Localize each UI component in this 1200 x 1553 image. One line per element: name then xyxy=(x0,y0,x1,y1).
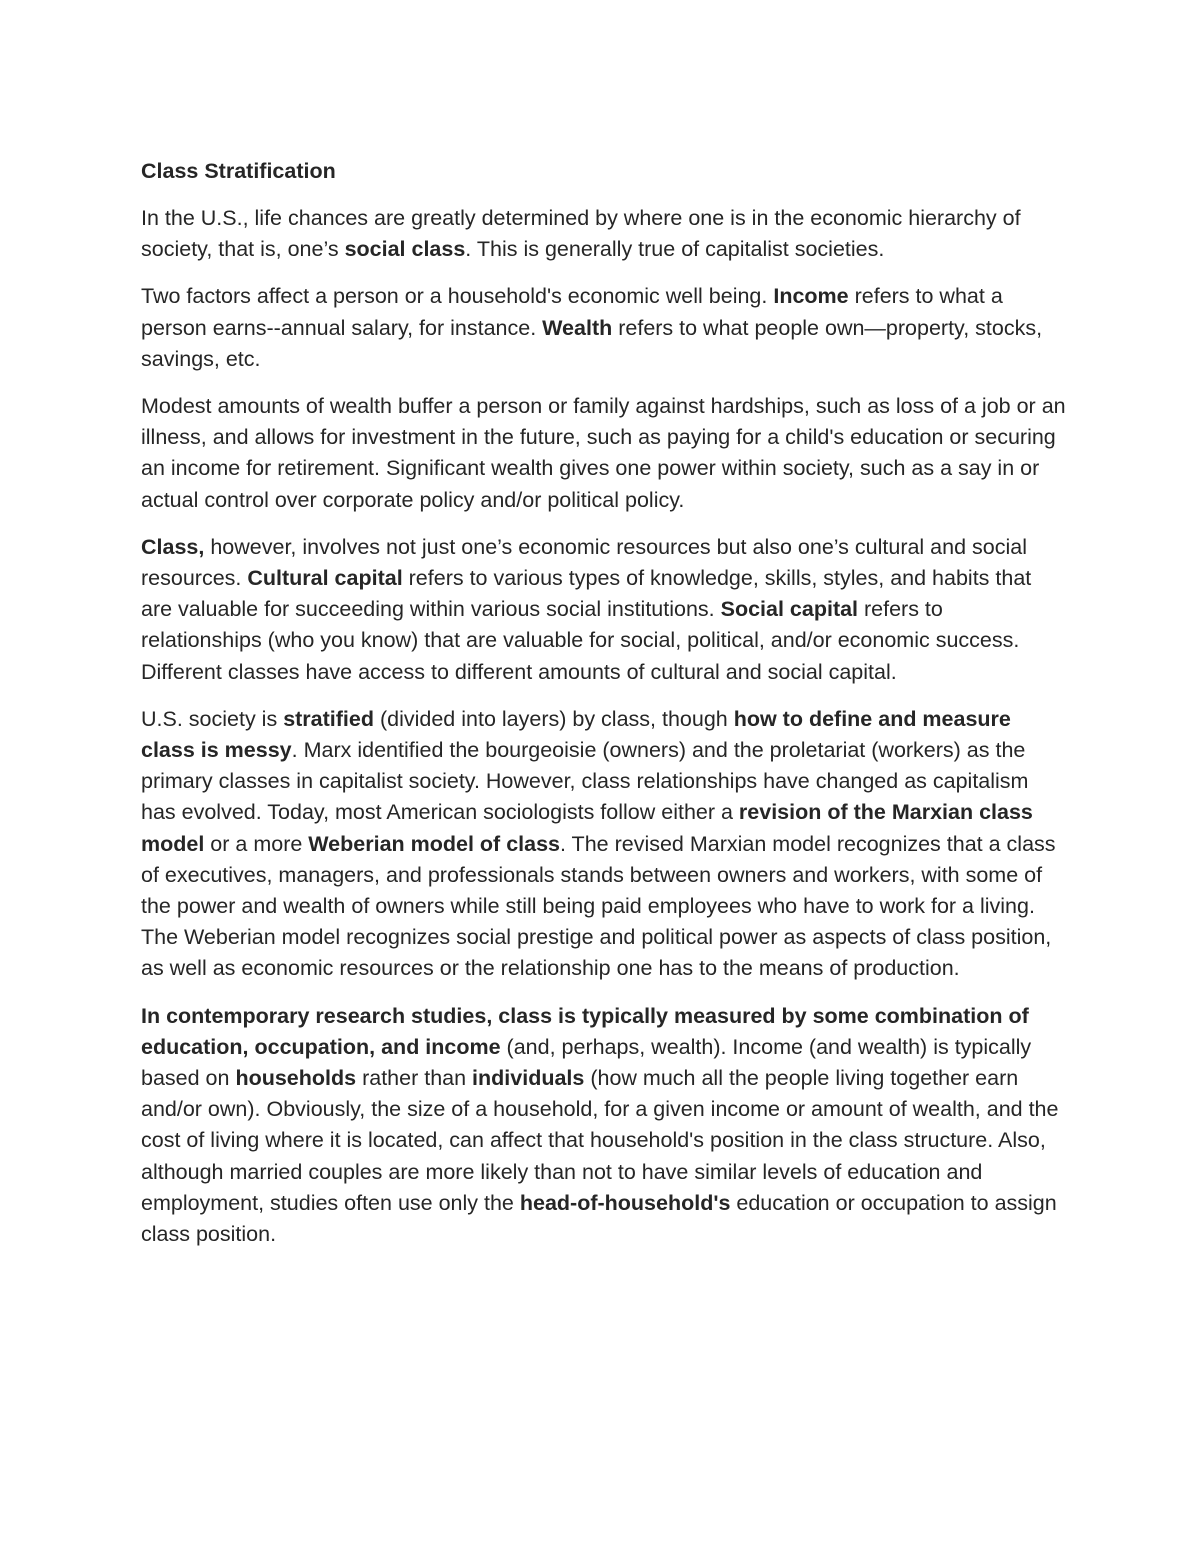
bold-term: head-of-household's xyxy=(519,1190,731,1215)
document-body xyxy=(141,203,1066,1250)
paragraph-p1 xyxy=(141,203,1066,265)
bold-term: individuals xyxy=(472,1066,585,1091)
text-run: . The revised Marxian model recognizes that a class of executives, managers, and professionals stands between owners and workers, with some of the power and wealth of owners while still being paid employees who have to work for a living. The Weberian model recognizes social prestige and political power as aspects of class position, as well as economic resources or the relationship one has to the means of production. xyxy=(141,831,1056,981)
text-run: refers to relationships (who you know) that are valuable for social, political, and/or economic success. Different classes have access to different amounts of cultural and social capital. xyxy=(141,597,1020,684)
bold-term: Income xyxy=(773,284,849,309)
text-run: U.S. society is xyxy=(141,706,284,731)
document-page xyxy=(141,156,1066,1266)
text-run: Two factors affect a person or a household's economic well being. xyxy=(141,284,774,309)
bold-term: social class xyxy=(344,237,466,262)
bold-term: how to define and measure class is messy xyxy=(141,706,1011,763)
text-run: refers to what people own—property, stocks, savings, etc. xyxy=(141,315,1043,371)
bold-term: stratified xyxy=(283,706,374,731)
text-run: (divided into layers) by class, though xyxy=(374,706,734,731)
text-run: rather than xyxy=(356,1066,473,1091)
text-run: Modest amounts of wealth buffer a person or family against hardships, such as loss of a job or an illness, and allows for investment in the future, such as paying for a child's education or securing an income for retirement. Significant wealth gives one power within society, such as a say in or actual control over corporate policy and/or political policy. xyxy=(141,394,1066,512)
text-run: refers to what a person earns--annual salary, for instance. xyxy=(141,284,1003,340)
paragraph-p2 xyxy=(141,281,1066,375)
paragraph-p4 xyxy=(141,532,1066,688)
text-run: (and, perhaps, wealth). Income (and wealth) is typically based on xyxy=(141,1034,1032,1091)
bold-term: Wealth xyxy=(542,315,613,340)
text-run: or a more xyxy=(204,831,309,856)
bold-term: Cultural capital xyxy=(247,566,403,591)
paragraph-p5 xyxy=(141,704,1066,985)
text-run: . Marx identified the bourgeoisie (owners) and the proletariat (workers) as the primary classes in capitalist society. However, class relationships have changed as capitalism has evolved. Today, most American sociologists follow either a xyxy=(141,738,1029,825)
paragraph-p3 xyxy=(141,391,1066,516)
document-title: Class Stratification xyxy=(141,159,336,183)
bold-term: households xyxy=(235,1066,357,1091)
text-run: education or occupation to assign class position. xyxy=(141,1190,1057,1247)
text-run: however, involves not just one’s economic resources but also one’s cultural and social resources. xyxy=(141,534,1027,591)
bold-term: revision of the Marxian class model xyxy=(141,800,1033,856)
text-run: . This is generally true of capitalist societies. xyxy=(465,237,885,262)
bold-term: Weberian model of class xyxy=(308,831,560,856)
text-run: In the U.S., life chances are greatly determined by where one is in the economic hierarchy of society, that is, one’s xyxy=(141,206,1021,262)
paragraph-p6 xyxy=(141,1001,1066,1251)
bold-term: Social capital xyxy=(720,597,859,622)
text-run: (how much all the people living together earn and/or own). Obviously, the size of a household, for a given income or amount of wealth, and the cost of living where it is located, can affect that household's position in the class structure. Also, although married couples are more likely than not to have similar levels of education and employment, studies often use only the xyxy=(141,1066,1059,1215)
bold-term: Class, xyxy=(141,534,205,559)
text-run: refers to various types of knowledge, skills, styles, and habits that are valuable for succeeding within various social institutions. xyxy=(141,566,1032,622)
bold-term: In contemporary research studies, class is typically measured by some combination of education, occupation, and income xyxy=(141,1003,1029,1059)
